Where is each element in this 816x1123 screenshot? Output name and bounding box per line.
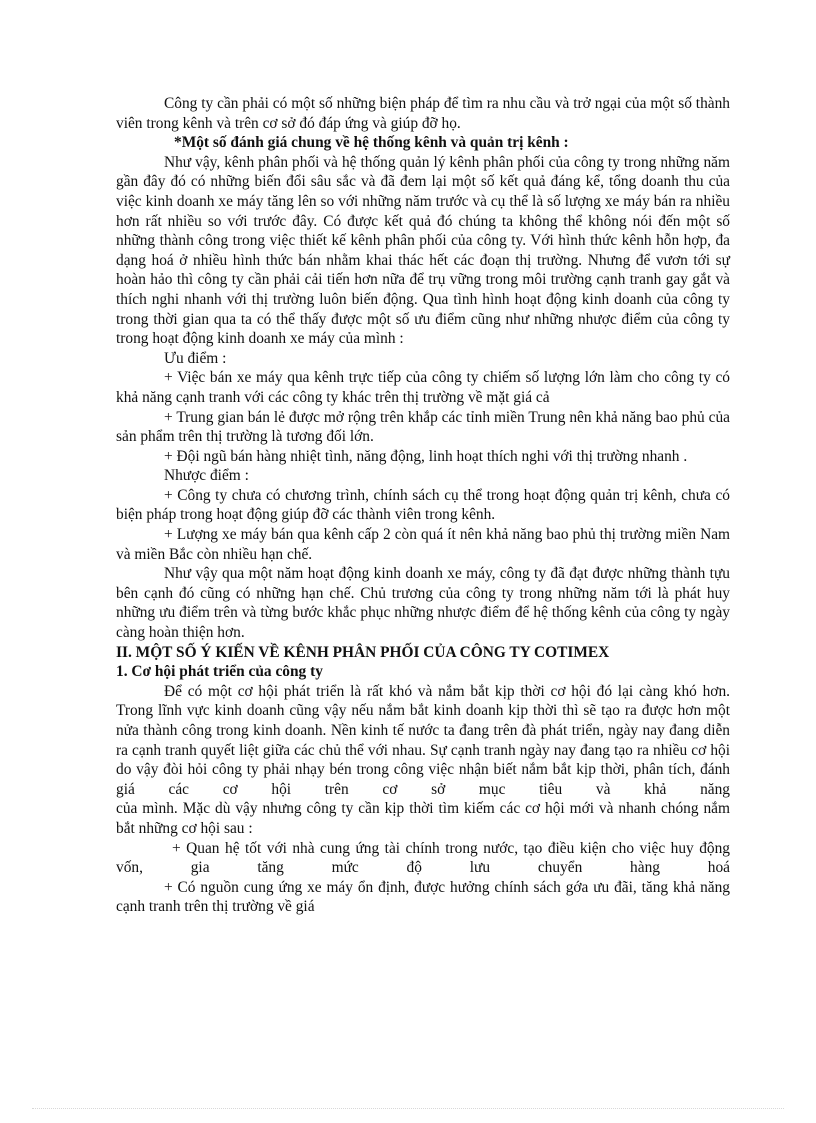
paragraph-opportunity: Để có một cơ hội phát triển là rất khó và nắm bắt kịp thời cơ hội đó lại càng khó hơn. Trong lĩnh vực kinh doanh cũng vậy nếu nắm bắt kinh doanh kịp thời thì sẽ tạo ra được hơn một nửa thành công trong kinh doanh. Nền kinh tế nước ta đang trên đà phát triển, ngày nay đang diễn ra cạnh tranh quyết liệt giữa các chủ thể với nhau. Sự cạnh tranh ngày nay đang tạo ra nhiều cơ hội do vậy đòi hỏi công ty phải nhạy bén trong công việc nhận biết nắm bắt kịp thời, phân tích, đánh giá các cơ hội trên cơ sở mục tiêu và khả năng bbox=[116, 682, 730, 798]
label-advantages: Ưu điểm : bbox=[164, 349, 227, 367]
advantage-item: + Đội ngũ bán hàng nhiệt tình, năng động, linh hoạt thích nghi với thị trường nhanh . bbox=[164, 447, 688, 465]
advantage-item: + Việc bán xe máy qua kênh trực tiếp của công ty chiếm số lượng lớn làm cho công ty có khả năng cạnh tranh với các công ty khác trên thị trường về mặt giá cả bbox=[116, 369, 730, 406]
subsection-heading: 1. Cơ hội phát triển của công ty bbox=[116, 663, 323, 681]
section-heading-evaluation: *Một số đánh giá chung về hệ thống kênh và quản trị kênh : bbox=[174, 134, 569, 152]
paragraph-conclusion: Như vậy qua một năm hoạt động kinh doanh xe máy, công ty đã đạt được những thành tựu bên cạnh đó cũng có những hạn chế. Chủ trương của công ty trong những năm tới là phát huy những ưu điểm trên và từng bước khắc phục những nhược điểm để hệ thống kênh của công ty ngày càng hoàn thiện hơn. bbox=[116, 565, 730, 642]
paragraph-opportunity-continued: của mình. Mặc dù vậy nhưng công ty cần kịp thời tìm kiếm các cơ hội mới và nhanh chóng nắm bắt những cơ hội sau : bbox=[116, 800, 730, 837]
advantage-item: + Trung gian bán lẻ được mở rộng trên khắp các tỉnh miền Trung nên khả năng bao phủ của sản phẩm trên thị trường là tương đối lớn. bbox=[116, 408, 730, 446]
chapter-heading: II. MỘT SỐ Ý KIẾN VỀ KÊNH PHÂN PHỐI CỦA CÔNG TY COTIMEX bbox=[116, 643, 610, 661]
opportunity-item: + Có nguồn cung ứng xe máy ổn định, được hưởng chính sách gớa ưu đãi, tăng khả năng cạnh tranh trên thị trường về giá bbox=[116, 878, 730, 916]
disadvantage-item: + Công ty chưa có chương trình, chính sách cụ thể trong hoạt động quản trị kênh, chưa có biện pháp trong hoạt động giúp đỡ các thành viên trong kênh. bbox=[116, 486, 730, 524]
disadvantage-item: + Lượng xe máy bán qua kênh cấp 2 còn quá ít nên khả năng bao phủ thị trường miền Nam và miền Bắc còn nhiều hạn chế. bbox=[116, 526, 730, 563]
paragraph-overview: Như vậy, kênh phân phối và hệ thống quản lý kênh phân phối của công ty trong những năm gần đây đó có những biến đổi sâu sắc và đã đem lại một số kết quả đáng kể, tổng doanh thu của việc kinh doanh xe máy tăng lên so với những năm trước và cụ thể là số lượng xe máy bán ra nhiều hơn rất nhiều so với trước đây. Có được kết quả đó chúng ta không thể không nói đến một số những thành công trong việc thiết kế kênh phân phối của công ty. Với hình thức kênh hỗn hợp, đa dạng hoá ở nhiều hình thức bán nhằm khai thác hết các đoạn thị trường. Nhưng để vươn tới sự hoàn hảo thì công ty cần phải cải tiến hơn nữa để trụ vững trong môi trường cạnh tranh gay gắt và thích nghi nhanh với thị trường luôn biến động. Qua tình hình hoạt động kinh doanh của công ty trong thời gian qua ta có thể thấy được một số ưu điểm cũng như những nhược điểm của công ty trong hoạt động kinh doanh xe máy của mình : bbox=[116, 153, 730, 348]
paragraph-intro: Công ty cần phải có một số những biện pháp để tìm ra nhu cầu và trở ngại của một số thành viên trong kênh và trên cơ sở đó đáp ứng và giúp đỡ họ. bbox=[116, 95, 730, 132]
document-page bbox=[116, 94, 730, 917]
page-bottom-divider bbox=[32, 1108, 784, 1109]
label-disadvantages: Nhược điểm : bbox=[164, 467, 249, 485]
opportunity-item: + Quan hệ tốt với nhà cung ứng tài chính trong nước, tạo điều kiện cho việc huy động vốn, gia tăng mức độ lưu chuyển hàng hoá bbox=[116, 839, 730, 877]
